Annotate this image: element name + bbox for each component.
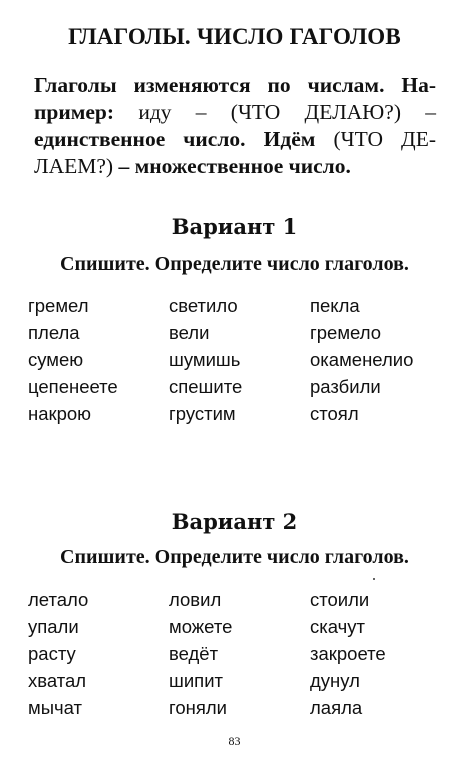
variant-1-word-list bbox=[28, 292, 448, 427]
variant-2-instruction: Спишите. Определите число глаголов. bbox=[60, 546, 409, 568]
verb-word: шипит bbox=[169, 670, 224, 691]
verb-word: ведёт bbox=[169, 643, 219, 664]
rule-text-segment: Глаголы изменяются по числам. На- bbox=[34, 73, 436, 97]
verb-word: окаменелио bbox=[310, 349, 414, 370]
rule-text-segment: пример: bbox=[34, 100, 139, 124]
verb-word: гремело bbox=[310, 322, 382, 343]
variant-1-instruction: Спишите. Определите число глаголов. bbox=[60, 253, 409, 275]
verb-word: стоял bbox=[310, 403, 359, 424]
rule-text-segment: (ЧТО ДЕ- bbox=[333, 127, 436, 151]
verb-word: гоняли bbox=[169, 697, 227, 718]
verb-word: пекла bbox=[310, 295, 360, 316]
verb-word: спешите bbox=[169, 376, 243, 397]
rule-line bbox=[34, 126, 436, 153]
variant-1-heading: Вариант 1 bbox=[171, 214, 298, 239]
verb-word: мычат bbox=[28, 697, 83, 718]
rule-text-segment: иду – (ЧТО ДЕЛАЮ?) – bbox=[138, 100, 436, 124]
verb-word: сумею bbox=[28, 349, 84, 370]
verb-word: вели bbox=[169, 322, 210, 343]
page-number: 83 bbox=[228, 734, 241, 748]
verb-word: дунул bbox=[310, 670, 360, 691]
verb-word: лаяла bbox=[310, 697, 363, 718]
verb-word: накрою bbox=[28, 403, 92, 424]
verb-word: закроете bbox=[310, 643, 386, 664]
verb-word: грустим bbox=[169, 403, 236, 424]
verb-word: летало bbox=[28, 589, 89, 610]
page-title: ГЛАГОЛЫ. ЧИСЛО ГАГОЛОВ bbox=[68, 24, 401, 49]
verb-word: упали bbox=[28, 616, 79, 637]
rule-line bbox=[34, 153, 436, 180]
verb-word: светило bbox=[169, 295, 238, 316]
rule-text-segment: – множественное число. bbox=[118, 154, 351, 178]
verb-word: плела bbox=[28, 322, 80, 343]
variant-2-heading: Вариант 2 bbox=[171, 509, 298, 534]
variant-2-word-list bbox=[28, 586, 448, 721]
verb-word: можете bbox=[169, 616, 233, 637]
verb-word: стоили bbox=[310, 589, 370, 610]
verb-word: шумишь bbox=[169, 349, 241, 370]
rule-line bbox=[34, 99, 436, 126]
verb-word: гремел bbox=[28, 295, 89, 316]
verb-word: цепенеете bbox=[28, 376, 118, 397]
verb-word: разбили bbox=[310, 376, 381, 397]
rule-text-segment: ЛАЕМ?) bbox=[34, 154, 119, 178]
print-speck bbox=[373, 578, 375, 580]
verb-word: скачут bbox=[310, 616, 365, 637]
rule-text-segment: единственное число. Идём bbox=[34, 127, 334, 151]
grammar-rule bbox=[34, 72, 436, 180]
verb-word: расту bbox=[28, 643, 76, 664]
verb-word: хватал bbox=[28, 670, 87, 691]
verb-word: ловил bbox=[169, 589, 222, 610]
rule-line bbox=[34, 72, 436, 99]
